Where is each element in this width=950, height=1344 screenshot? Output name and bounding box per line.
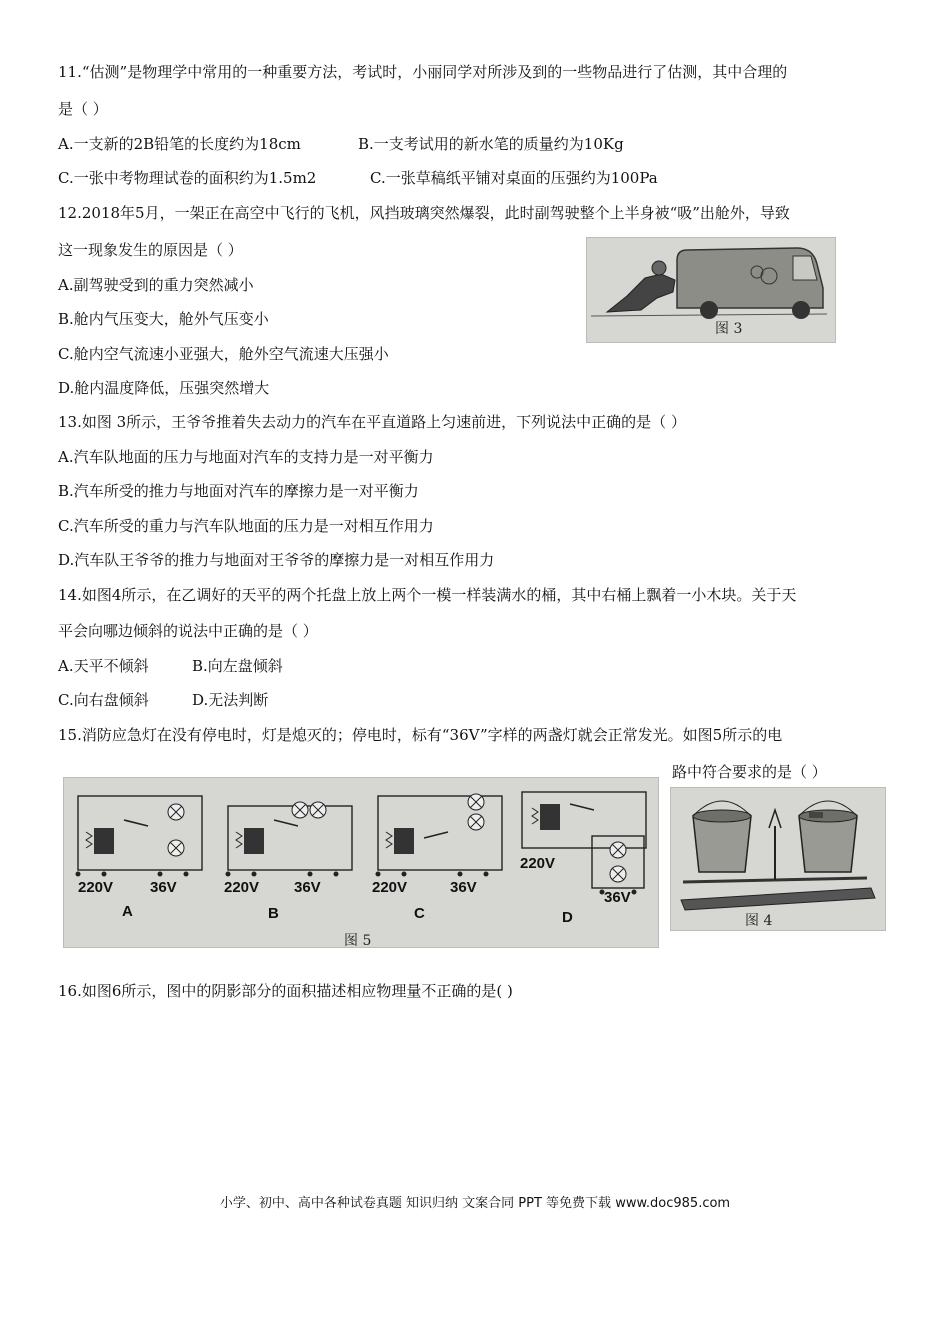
q12-option-d: D.舱内温度降低，压强突然增大 xyxy=(58,379,270,397)
q13-option-a: A.汽车队地面的压力与地面对汽车的支持力是一对平衡力 xyxy=(58,448,434,466)
balance-illustration xyxy=(671,788,885,930)
q13-option-d: D.汽车队王爷爷的推力与地面对王爷爷的摩擦力是一对相互作用力 xyxy=(58,551,495,569)
circuit-a xyxy=(76,796,203,877)
q14-option-b: B.向左盘倾斜 xyxy=(192,657,283,675)
q12-stem-line1: 12.2018年5月，一架正在高空中飞行的飞机，风挡玻璃突然爆裂，此时副驾驶整个上半身被“吸”出舱外，导致 xyxy=(58,204,790,222)
circuit-c xyxy=(376,794,503,877)
circuit-d-220v-label: 220V xyxy=(520,855,556,872)
circuits-diagram xyxy=(64,778,658,947)
q13-stem: 13.如图 3所示，王爷爷推着失去动力的汽车在平直道路上匀速前进，下列说法中正确的是（ ） xyxy=(58,413,686,431)
circuit-b xyxy=(226,802,353,877)
circuit-d xyxy=(522,792,646,895)
q14-options-row1 xyxy=(58,656,283,676)
q11-option-c: C.一张中考物理试卷的面积约为1.5m2 xyxy=(58,169,317,187)
q16-stem: 16.如图6所示，图中的阴影部分的面积描述相应物理量不正确的是( ) xyxy=(58,982,513,1000)
figure-4-caption: 图 4 xyxy=(745,913,773,929)
q12-stem-line2: 这一现象发生的原因是（ ） xyxy=(58,241,243,259)
figure-3-pushing-van xyxy=(586,237,836,343)
van-illustration xyxy=(587,238,835,342)
page-footer: 小学、初中、高中各种试卷真题 知识归纳 文案合同 PPT 等免费下载 www.doc985.com xyxy=(219,1196,731,1211)
q11-stem-line1: 11.“估测”是物理学中常用的一种重要方法，考试时，小丽同学对所涉及到的一些物品进行了估测，其中合理的 xyxy=(58,63,788,81)
q14-option-a: A.天平不倾斜 xyxy=(58,657,149,675)
q14-option-d: D.无法判断 xyxy=(192,691,269,709)
q11-option-a: A.一支新的2B铅笔的长度约为18cm xyxy=(58,135,301,153)
q14-stem-line1: 14.如图4所示，在乙调好的天平的两个托盘上放上两个一模一样装满水的桶，其中右桶上飘着一小木块。关于天 xyxy=(58,586,797,604)
circuit-d-letter: D xyxy=(562,909,573,926)
q11-stem-line2: 是（ ） xyxy=(58,100,108,118)
q13-option-c: C.汽车所受的重力与汽车队地面的压力是一对相互作用力 xyxy=(58,517,434,535)
q14-options-row2 xyxy=(58,690,268,710)
circuit-c-36v-label: 36V xyxy=(450,879,477,896)
q11-options-row1 xyxy=(58,134,624,154)
q11-option-b: B.一支考试用的新水笔的质量约为10Kg xyxy=(358,135,624,153)
circuit-a-36v-label: 36V xyxy=(150,879,177,896)
circuit-c-letter: C xyxy=(414,905,425,922)
circuit-c-220v-label: 220V xyxy=(372,879,408,896)
q12-option-b: B.舱内气压变大，舱外气压变小 xyxy=(58,310,269,328)
q14-option-c: C.向右盘倾斜 xyxy=(58,691,149,709)
circuit-b-letter: B xyxy=(268,905,279,922)
circuit-a-letter: A xyxy=(122,903,133,920)
circuit-b-220v-label: 220V xyxy=(224,879,260,896)
circuit-b-36v-label: 36V xyxy=(294,879,321,896)
figure-5-circuits xyxy=(63,777,659,948)
circuit-d-36v-label: 36V xyxy=(604,889,631,906)
figure-5-caption: 图 5 xyxy=(344,933,372,949)
q14-stem-line2: 平会向哪边倾斜的说法中正确的是（ ） xyxy=(58,622,318,640)
q15-stem-line1: 15.消防应急灯在没有停电时，灯是熄灭的；停电时，标有“36V”字样的两盏灯就会正常发光。如图5所示的电 xyxy=(58,726,783,744)
circuit-a-220v-label: 220V xyxy=(78,879,114,896)
q11-option-d: C.一张草稿纸平铺对桌面的压强约为100Pa xyxy=(370,169,658,187)
q15-stem-line2: 路中符合要求的是（ ） xyxy=(672,763,827,781)
q12-option-a: A.副驾驶受到的重力突然减小 xyxy=(58,276,254,294)
q13-option-b: B.汽车所受的推力与地面对汽车的摩擦力是一对平衡力 xyxy=(58,482,419,500)
figure-4-balance xyxy=(670,787,886,931)
figure-3-caption: 图 3 xyxy=(715,321,743,337)
q12-option-c: C.舱内空气流速小亚强大，舱外空气流速大压强小 xyxy=(58,345,389,363)
q11-options-row2 xyxy=(58,168,658,188)
